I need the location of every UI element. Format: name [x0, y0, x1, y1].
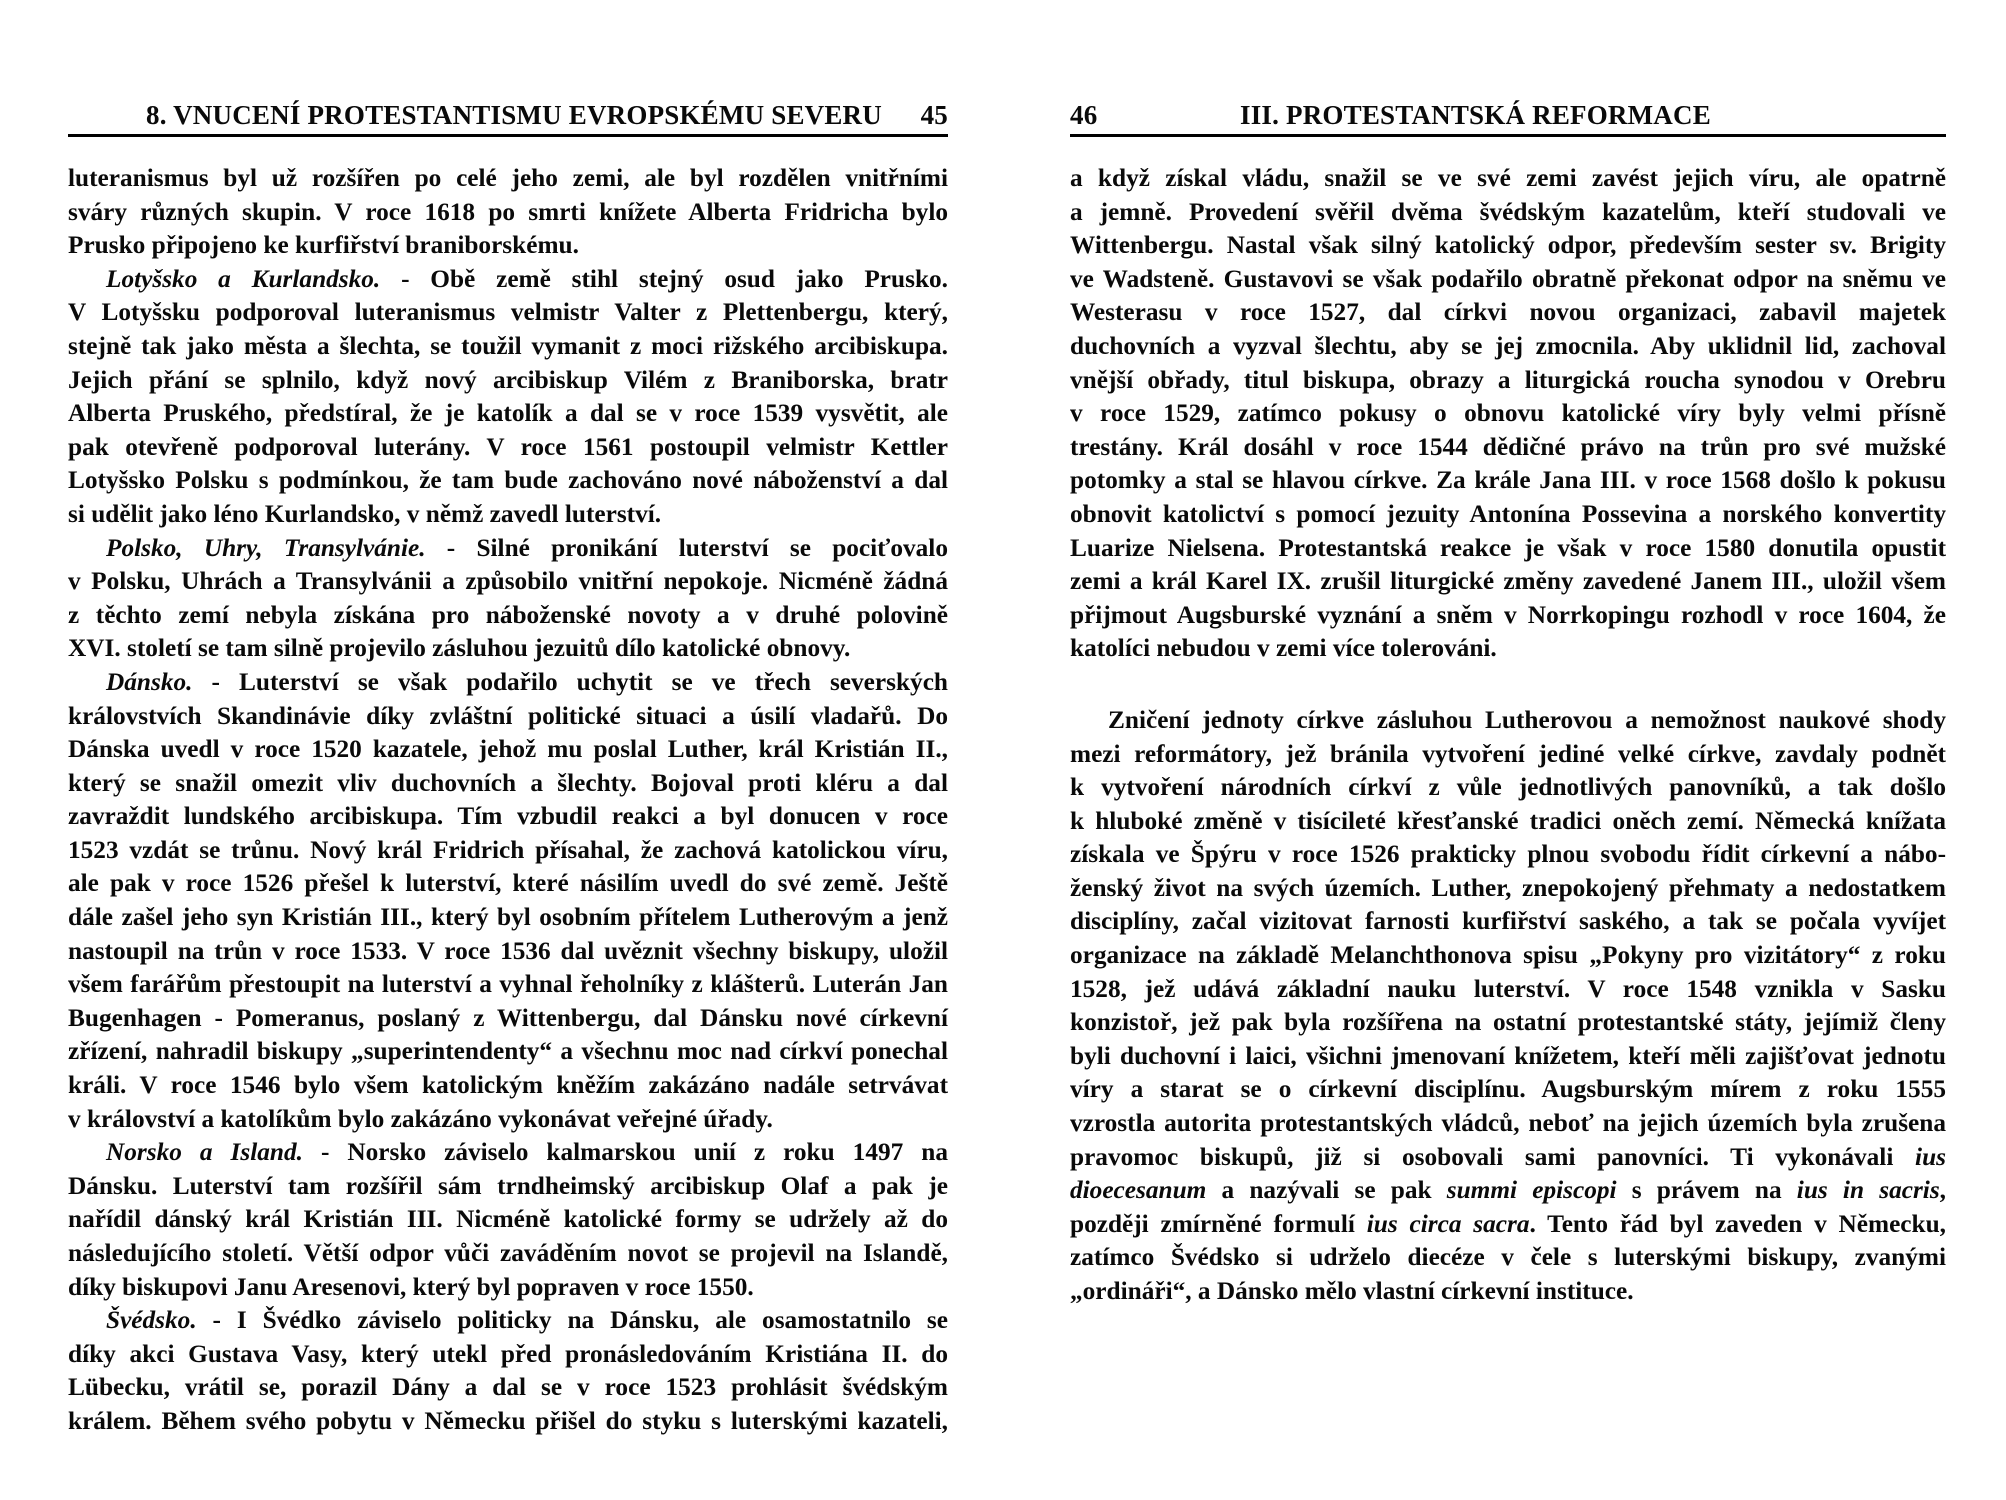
- text-line: [68, 867, 948, 901]
- text-line: [1070, 196, 1946, 230]
- text-line: [1070, 872, 1946, 906]
- text-line: [68, 296, 948, 330]
- text-line: [1070, 1006, 1946, 1040]
- text-line: [1070, 1107, 1946, 1141]
- text-line: [1070, 1141, 1946, 1175]
- text-line: [68, 1371, 948, 1405]
- line-text: králem. Během svého pobytu v Německu přišel do styku s luterskými kazateli,: [68, 1406, 948, 1435]
- text-line: [68, 700, 948, 734]
- line-text: Zničení jednoty církve zásluhou Lutherovou a nemožnost naukové shody: [1108, 705, 1946, 734]
- text-line: [1070, 939, 1946, 973]
- paragraph: [1070, 162, 1946, 666]
- page-body: [68, 162, 948, 1439]
- line-text: králi. V roce 1546 bylo všem katolickým kněžím zakázáno nadále setrvávat: [68, 1071, 948, 1100]
- line-text: s právem na: [1616, 1176, 1797, 1205]
- line-text: v Polsku, Uhrách a Transylvánii a způsobilo vnitřní nepokoje. Nicméně žádná: [68, 567, 948, 596]
- text-line: [68, 1136, 948, 1170]
- text-line: [68, 1203, 948, 1237]
- text-line: [1070, 632, 1946, 666]
- text-line: [1070, 771, 1946, 805]
- text-line: [68, 330, 948, 364]
- text-line: [1070, 565, 1946, 599]
- line-text: nařídil dánský král Kristián III. Nicméně katolické formy se udržely až do: [68, 1205, 948, 1234]
- paragraph-gap: [1070, 666, 1946, 704]
- section-paragraph: [68, 263, 948, 532]
- line-text: ale pak v roce 1526 přešel k luterství, které násilím uvedl do své země. Ještě: [68, 869, 948, 898]
- latin-term: ius: [1915, 1142, 1946, 1171]
- chapter-title: 8. VNUCENÍ PROTESTANTISMU EVROPSKÉMU SEVERU: [146, 100, 882, 130]
- text-line: [68, 1237, 948, 1271]
- line-text: díky akci Gustava Vasy, který utekl před pronásledováním Kristiána II. do: [68, 1339, 948, 1368]
- text-line: [68, 196, 948, 230]
- line-text: katolíci nebudou v zemi více tolerováni.: [1070, 634, 1497, 663]
- text-line: [68, 935, 948, 969]
- text-line: [68, 1002, 948, 1036]
- header-rule: [1070, 134, 1946, 137]
- text-line: [68, 162, 948, 196]
- line-text: z těchto zemí nebyla získána pro náboženské novoty a v druhé polovině: [68, 600, 948, 629]
- line-text: Wittenbergu. Nastal však silný katolický odpor, především sester sv. Brigity: [1070, 231, 1946, 260]
- line-text: disciplíny, začal vizitovat farnosti kurfiřství saského, a tak se počala vyvíjet: [1070, 907, 1946, 936]
- line-text: v roce 1529, zatímco pokusy o obnovu katolické víry byly velmi přísně: [1070, 399, 1946, 428]
- line-text: dále zašel jeho syn Kristián III., který byl osobním přítelem Lutherovým a jenž: [68, 903, 948, 932]
- text-line: [68, 263, 948, 297]
- text-line: [68, 733, 948, 767]
- line-text: XVI. století se tam silně projevilo zásluhou jezuitů dílo katolické obnovy.: [68, 634, 851, 663]
- line-text: pak otevřeně podporoval luterány. V roce 1561 postoupil velmistr Kettler: [68, 432, 948, 461]
- line-text: organizace na základě Melanchthonova spisu „Pokyny pro vizitátory“ z roku: [1070, 941, 1946, 970]
- section-paragraph: [68, 532, 948, 666]
- line-text: vzrostla autorita protestantských vládců, neboť na jejich územích byla zrušena: [1070, 1109, 1946, 1138]
- running-head: [68, 100, 948, 134]
- line-text: vnější obřady, titul biskupa, obrazy a liturgická roucha synodou v Orebru: [1070, 365, 1946, 394]
- line-text: Dánsku. Luterství tam rozšířil sám trndheimský arcibiskup Olaf a pak je: [68, 1171, 948, 1200]
- line-text: Luarize Nielsena. Protestantská reakce je však v roce 1580 donutila opustit: [1070, 533, 1946, 562]
- text-line: [68, 464, 948, 498]
- text-line: [68, 431, 948, 465]
- text-line: [68, 901, 948, 935]
- text-line: [68, 532, 948, 566]
- header-rule: [68, 134, 948, 137]
- line-text: zavraždit lundského arcibiskupa. Tím vzbudil reakci a byl donucen v roce: [68, 802, 948, 831]
- text-line: [68, 1338, 948, 1372]
- paragraph: [1070, 704, 1946, 1309]
- latin-term: summi episcopi: [1446, 1176, 1617, 1205]
- text-line: [1070, 296, 1946, 330]
- text-line: [1070, 532, 1946, 566]
- page-body: [1070, 162, 1946, 1309]
- text-line: [1070, 162, 1946, 196]
- line-text: sváry různých skupin. V roce 1618 po smrti knížete Alberta Fridricha bylo: [68, 197, 948, 226]
- line-text: a jemně. Provedení svěřil dvěma švédským kazatelům, kteří studovali ve: [1070, 197, 1946, 226]
- text-line: [68, 834, 948, 868]
- page-number: 45: [920, 100, 948, 130]
- line-text: přijmout Augsburské vyznání a sněm v Norrkopingu rozhodl v roce 1604, že: [1070, 600, 1946, 629]
- section-heading: Dánsko.: [106, 667, 193, 696]
- text-line: [68, 1103, 948, 1137]
- section-heading: Lotyšsko a Kurlandsko.: [106, 264, 381, 293]
- line-text: zemi a král Karel IX. zrušil liturgické změny zavedené Janem III., uložil všem: [1070, 567, 1946, 596]
- line-text: pravomoc biskupů, již si osobovali sami panovníci. Ti vykonávali: [1070, 1142, 1916, 1171]
- line-text: ,: [1939, 1176, 1946, 1205]
- line-text: Bugenhagen - Pomeranus, poslaný z Wittenbergu, dal Dánsku nové církevní: [68, 1003, 948, 1032]
- line-text: později zmírněné formulí: [1070, 1209, 1367, 1238]
- text-line: [1070, 1208, 1946, 1242]
- line-text: nastoupil na trůn v roce 1533. V roce 1536 dal uvěznit všechny biskupy, uložil: [68, 936, 948, 965]
- text-line: [68, 968, 948, 1002]
- line-text: duchovních a vyzval šlechtu, aby se jej zmocnila. Aby uklidnil lid, zachoval: [1070, 331, 1946, 360]
- text-line: [1070, 738, 1946, 772]
- line-text: Prusko připojeno ke kurfiřství braniborskému.: [68, 231, 579, 260]
- section-paragraph: [68, 1136, 948, 1304]
- line-text: který se snažil omezit vliv duchovních a šlechty. Bojoval proti kléru a dal: [68, 768, 948, 797]
- line-text: víry a starat se o církevní disciplínu. Augsburským mírem z roku 1555: [1070, 1075, 1946, 1104]
- text-line: [1070, 1174, 1946, 1208]
- line-text: obnovit katolictví s pomocí jezuity Antonína Possevina a norského konvertity: [1070, 499, 1946, 528]
- text-line: [1070, 330, 1946, 364]
- text-line: [1070, 464, 1946, 498]
- text-line: [1070, 498, 1946, 532]
- latin-term: ius circa sacra: [1366, 1209, 1530, 1238]
- text-line: [1070, 1275, 1946, 1309]
- line-text: „ordináři“, a Dánsko mělo vlastní církevní instituce.: [1070, 1277, 1634, 1305]
- line-text: k hluboké změně v tisícileté křesťanské tradici oněch zemí. Německá knížata: [1070, 806, 1946, 835]
- text-line: [1070, 397, 1946, 431]
- text-line: [1070, 838, 1946, 872]
- text-line: [1070, 431, 1946, 465]
- text-line: [1070, 364, 1946, 398]
- line-text: V Lotyšsku podporoval luteranismus velmistr Valter z Plettenbergu, který,: [68, 298, 948, 327]
- line-text: si udělit jako léno Kurlandsko, v němž zavedl luterství.: [68, 499, 662, 528]
- text-line: [1070, 599, 1946, 633]
- text-line: [68, 1304, 948, 1338]
- line-text: ženský život na svých územích. Luther, znepokojený přehmaty a nedostatkem: [1070, 873, 1946, 902]
- section-heading: Polsko, Uhry, Transylvánie.: [106, 533, 426, 562]
- line-text: luteranismus byl už rozšířen po celé jeho zemi, ale byl rozdělen vnitřními: [68, 164, 948, 192]
- line-text: Alberta Pruského, předstíral, že je katolík a dal se v roce 1539 vysvětit, ale: [68, 399, 948, 428]
- running-head: [1070, 100, 1946, 134]
- text-line: [1070, 1040, 1946, 1074]
- line-text: mezi reformátory, jež bránila vytvoření jediné velké církve, zavdaly podnět: [1070, 739, 1946, 768]
- text-line: [68, 599, 948, 633]
- text-line: [68, 1271, 948, 1305]
- text-line: [68, 1069, 948, 1103]
- line-text: - Silné pronikání luterství se pociťovalo: [425, 533, 948, 562]
- line-text: Jejich přání se splnilo, když nový arcibiskup Vilém z Braniborska, bratr: [68, 365, 948, 394]
- line-text: potomky a stal se hlavou církve. Za krále Jana III. v roce 1568 došlo k pokusu: [1070, 466, 1946, 495]
- text-line: [68, 800, 948, 834]
- line-text: Dánska uvedl v roce 1520 kazatele, jehož mu poslal Luther, král Kristián II.,: [68, 735, 948, 764]
- line-text: - Luterství se však podařilo uchytit se ve třech severských: [192, 667, 948, 696]
- line-text: Lotyšsko Polsku s podmínkou, že tam bude zachováno nové náboženství a dal: [68, 466, 948, 495]
- text-line: [1070, 704, 1946, 738]
- text-line: [68, 767, 948, 801]
- line-text: 1523 vzdát se trůnu. Nový král Fridrich přísahal, že zachová katolickou víru,: [68, 835, 948, 864]
- line-text: ve Wadsteně. Gustavovi se však podařilo obratně překonat odpor na sněmu ve: [1070, 264, 1946, 293]
- page-number: 46: [1070, 100, 1098, 130]
- line-text: . Tento řád byl zaveden v Německu,: [1529, 1209, 1946, 1238]
- line-text: k vytvoření národních církví z vůle jednotlivých panovníků, a tak došlo: [1070, 773, 1946, 802]
- section-heading: Švédsko.: [106, 1306, 197, 1335]
- line-text: - Norsko záviselo kalmarskou unií z roku 1497 na: [302, 1138, 948, 1167]
- text-line: [1070, 973, 1946, 1007]
- line-text: v království a katolíkům bylo zakázáno vykonávat veřejné úřady.: [68, 1104, 773, 1133]
- section-paragraph: [68, 1304, 948, 1438]
- latin-term: dioecesanum: [1070, 1176, 1207, 1205]
- line-text: díky biskupovi Janu Aresenovi, který byl popraven v roce 1550.: [68, 1272, 754, 1301]
- line-text: stejně tak jako města a šlechta, se toužil vymanit z moci rižského arcibiskupa.: [68, 331, 948, 360]
- text-line: [68, 1405, 948, 1439]
- line-text: konzistoř, jež pak byla rozšířena na ostatní protestantské státy, jejímiž členy: [1070, 1008, 1946, 1037]
- text-line: [68, 632, 948, 666]
- text-line: [68, 565, 948, 599]
- text-line: [1070, 1241, 1946, 1275]
- line-text: zřízení, nahradil biskupy „superintendenty“ a všechnu moc nad církví ponechal: [68, 1037, 948, 1066]
- line-text: následujícího století. Větší odpor vůči zaváděním novot se projevil na Islandě,: [68, 1239, 948, 1267]
- text-line: [68, 498, 948, 532]
- line-text: Westerasu v roce 1527, dal církvi novou organizaci, zabavil majetek: [1070, 298, 1946, 327]
- part-title: III. PROTESTANTSKÁ REFORMACE: [1240, 100, 1711, 130]
- line-text: - Obě země stihl stejný osud jako Prusko.: [380, 264, 948, 293]
- line-text: - I Švédko záviselo politicky na Dánsku, ale osamostatnilo se: [196, 1306, 948, 1335]
- line-text: získala ve Špýru v roce 1526 prakticky plnou svobodu řídit církevní a nábo-: [1070, 840, 1946, 869]
- line-text: trestány. Král dosáhl v roce 1544 dědičné právo na trůn pro své mužské: [1070, 432, 1946, 461]
- text-line: [1070, 905, 1946, 939]
- text-line: [1070, 263, 1946, 297]
- text-line: [68, 1170, 948, 1204]
- line-text: 1528, jež udává základní nauku luterství. V roce 1548 vznikla v Sasku: [1070, 974, 1946, 1003]
- text-line: [68, 666, 948, 700]
- text-line: [1070, 229, 1946, 263]
- line-text: a když získal vládu, snažil se ve své zemi zavést jejich víru, ale opatrně: [1070, 164, 1946, 192]
- text-line: [68, 364, 948, 398]
- text-line: [68, 229, 948, 263]
- line-text: byli duchovní i laici, všichni jmenovaní knížetem, kteří měli zajišťovat jednotu: [1070, 1041, 1946, 1070]
- latin-term: ius in sacris: [1796, 1176, 1940, 1205]
- text-line: [68, 1035, 948, 1069]
- text-line: [68, 397, 948, 431]
- line-text: královstvích Skandinávie díky zvláštní politické situaci a úsilí vladařů. Do: [68, 701, 948, 730]
- line-text: a nazývali se pak: [1206, 1176, 1447, 1205]
- line-text: zatímco Švédsko si udrželo diecéze v čele s luterskými biskupy, zvanými: [1070, 1243, 1946, 1272]
- section-heading: Norsko a Island.: [106, 1138, 303, 1167]
- line-text: všem farářům přestoupit na luterství a vyhnal řeholníky z klášterů. Luterán Jan: [68, 970, 948, 999]
- paragraph: [68, 162, 948, 263]
- line-text: Lübecku, vrátil se, porazil Dány a dal se v roce 1523 prohlásit švédským: [68, 1373, 948, 1402]
- text-line: [1070, 805, 1946, 839]
- text-line: [1070, 1073, 1946, 1107]
- section-paragraph: [68, 666, 948, 1136]
